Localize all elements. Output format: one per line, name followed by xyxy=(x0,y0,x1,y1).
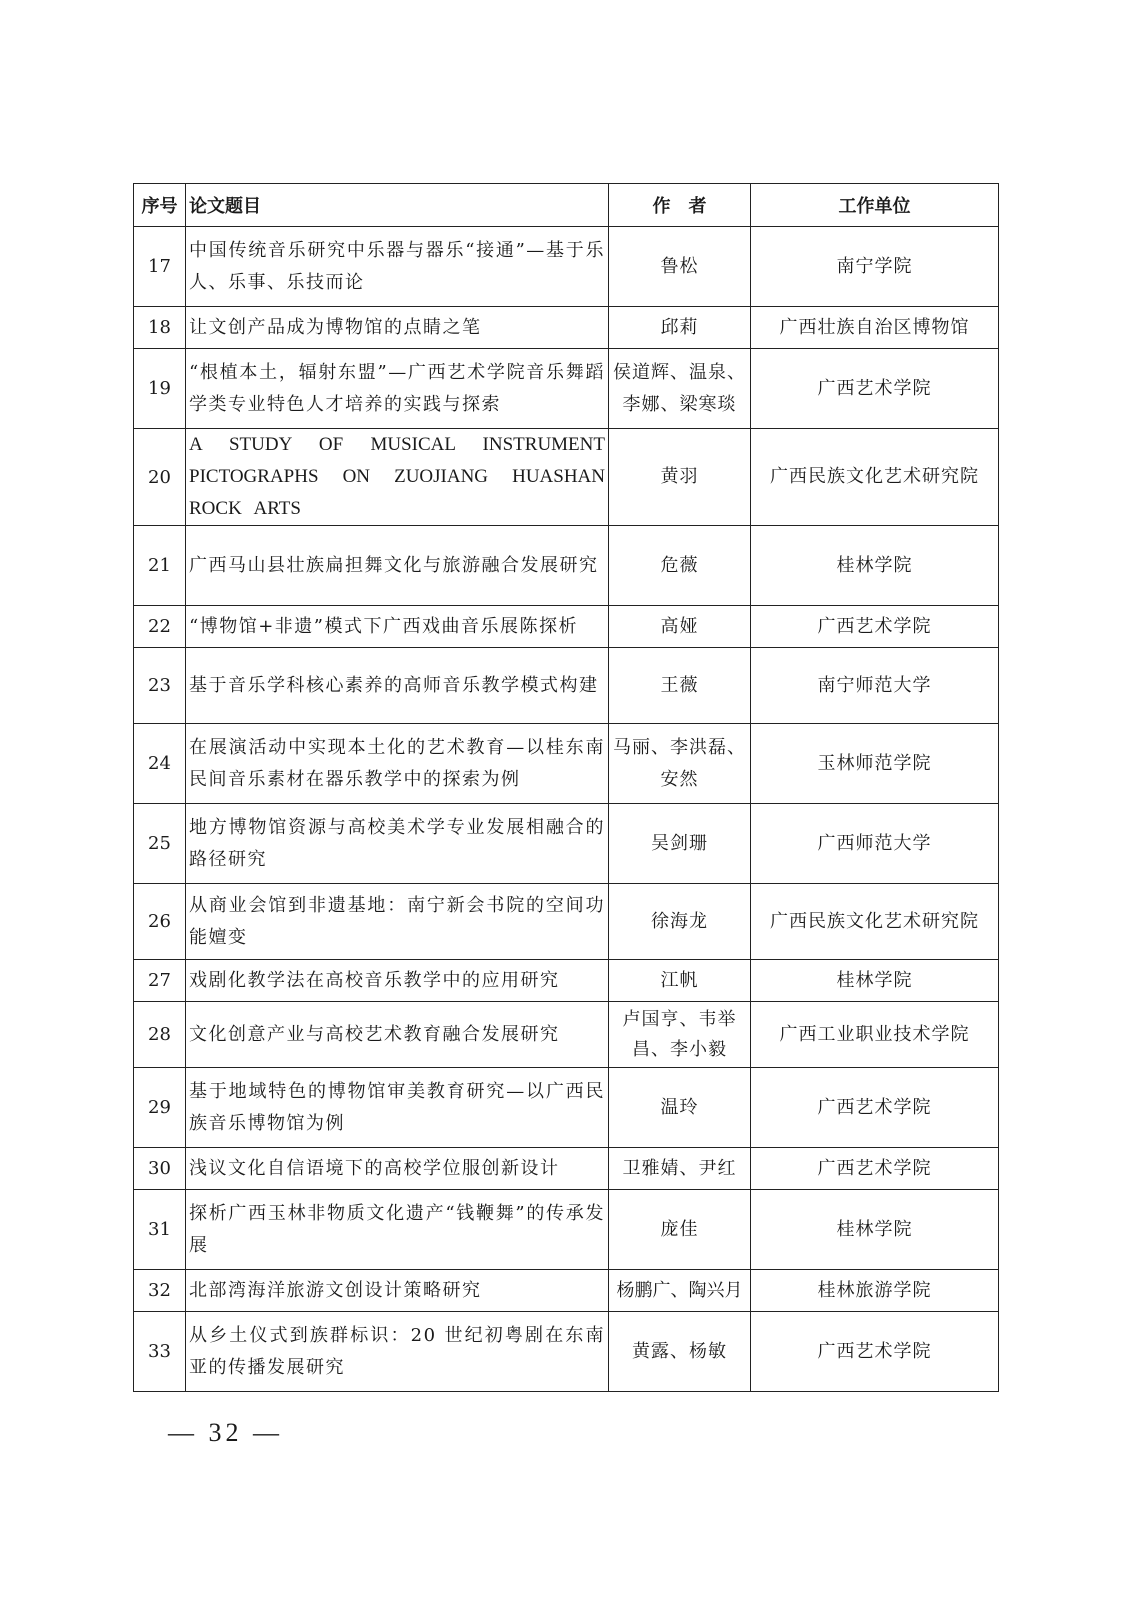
row-no: 18 xyxy=(134,307,186,349)
row-unit: 桂林学院 xyxy=(751,960,999,1002)
row-unit: 广西艺术学院 xyxy=(751,349,999,429)
row-title: 北部湾海洋旅游文创设计策略研究 xyxy=(186,1270,609,1312)
page-number: — 32 — xyxy=(168,1418,283,1447)
row-author: 徐海龙 xyxy=(609,884,751,960)
row-no: 29 xyxy=(134,1068,186,1148)
row-no: 23 xyxy=(134,648,186,724)
row-title: 从乡土仪式到族群标识：20 世纪初粤剧在东南亚的传播发展研究 xyxy=(186,1312,609,1392)
table-row xyxy=(134,884,999,960)
row-title: 在展演活动中实现本土化的艺术教育—以桂东南民间音乐素材在器乐教学中的探索为例 xyxy=(186,724,609,804)
row-title: 基于地域特色的博物馆审美教育研究—以广西民族音乐博物馆为例 xyxy=(186,1068,609,1148)
row-unit: 南宁师范大学 xyxy=(751,648,999,724)
row-title: 基于音乐学科核心素养的高师音乐教学模式构建 xyxy=(186,648,609,724)
row-unit: 广西师范大学 xyxy=(751,804,999,884)
row-author: 江帆 xyxy=(609,960,751,1002)
row-unit: 广西民族文化艺术研究院 xyxy=(751,429,999,526)
row-author: 黄露、杨敏 xyxy=(609,1312,751,1392)
table-header-row xyxy=(134,184,999,227)
table-row xyxy=(134,648,999,724)
row-title: 戏剧化教学法在高校音乐教学中的应用研究 xyxy=(186,960,609,1002)
row-author: 庞佳 xyxy=(609,1190,751,1270)
row-author: 邱莉 xyxy=(609,307,751,349)
row-title: A STUDY OF MUSICAL INSTRUMENT PICTOGRAPHS ON ZUOJIANG HUASHAN ROCK ARTS xyxy=(186,429,609,526)
row-no: 33 xyxy=(134,1312,186,1392)
table-row xyxy=(134,307,999,349)
row-author: 黄羽 xyxy=(609,429,751,526)
row-author: 杨鹏广、陶兴月 xyxy=(609,1270,751,1312)
row-unit: 桂林学院 xyxy=(751,526,999,606)
row-author: 卢国亨、韦举昌、李小毅 xyxy=(609,1002,751,1068)
table-row xyxy=(134,1068,999,1148)
row-title: 让文创产品成为博物馆的点睛之笔 xyxy=(186,307,609,349)
row-title: 中国传统音乐研究中乐器与器乐“接通”—基于乐人、乐事、乐技而论 xyxy=(186,227,609,307)
table-row xyxy=(134,429,999,526)
row-unit: 玉林师范学院 xyxy=(751,724,999,804)
row-no: 31 xyxy=(134,1190,186,1270)
row-unit: 广西工业职业技术学院 xyxy=(751,1002,999,1068)
row-no: 27 xyxy=(134,960,186,1002)
row-no: 28 xyxy=(134,1002,186,1068)
row-unit: 广西民族文化艺术研究院 xyxy=(751,884,999,960)
row-no: 22 xyxy=(134,606,186,648)
row-author: 侯道辉、温泉、李娜、梁寒琰 xyxy=(609,349,751,429)
paper-list-table xyxy=(133,183,999,1392)
row-no: 24 xyxy=(134,724,186,804)
table-row xyxy=(134,724,999,804)
header-unit: 工作单位 xyxy=(751,184,999,227)
row-author: 王薇 xyxy=(609,648,751,724)
row-author: 高娅 xyxy=(609,606,751,648)
row-no: 21 xyxy=(134,526,186,606)
row-unit: 广西壮族自治区博物馆 xyxy=(751,307,999,349)
header-title: 论文题目 xyxy=(186,184,609,227)
row-author: 马丽、李洪磊、安然 xyxy=(609,724,751,804)
row-title: “博物馆+非遗”模式下广西戏曲音乐展陈探析 xyxy=(186,606,609,648)
table-row xyxy=(134,804,999,884)
table-row xyxy=(134,1002,999,1068)
table-row xyxy=(134,349,999,429)
row-author: 鲁松 xyxy=(609,227,751,307)
row-author: 危薇 xyxy=(609,526,751,606)
row-title: 浅议文化自信语境下的高校学位服创新设计 xyxy=(186,1148,609,1190)
row-no: 19 xyxy=(134,349,186,429)
row-no: 30 xyxy=(134,1148,186,1190)
row-author: 卫雅婧、尹红 xyxy=(609,1148,751,1190)
row-no: 17 xyxy=(134,227,186,307)
table-row xyxy=(134,960,999,1002)
row-unit: 广西艺术学院 xyxy=(751,1148,999,1190)
row-title: 广西马山县壮族扁担舞文化与旅游融合发展研究 xyxy=(186,526,609,606)
row-title: 地方博物馆资源与高校美术学专业发展相融合的路径研究 xyxy=(186,804,609,884)
row-no: 32 xyxy=(134,1270,186,1312)
row-unit: 桂林学院 xyxy=(751,1190,999,1270)
row-unit: 桂林旅游学院 xyxy=(751,1270,999,1312)
row-title: 从商业会馆到非遗基地：南宁新会书院的空间功能嬗变 xyxy=(186,884,609,960)
row-title: “根植本土，辐射东盟”—广西艺术学院音乐舞蹈学类专业特色人才培养的实践与探索 xyxy=(186,349,609,429)
row-unit: 广西艺术学院 xyxy=(751,1312,999,1392)
row-unit: 广西艺术学院 xyxy=(751,606,999,648)
row-no: 26 xyxy=(134,884,186,960)
table-row xyxy=(134,1270,999,1312)
row-no: 25 xyxy=(134,804,186,884)
table-row xyxy=(134,526,999,606)
row-title: 探析广西玉林非物质文化遗产“钱鞭舞”的传承发展 xyxy=(186,1190,609,1270)
header-no: 序号 xyxy=(134,184,186,227)
row-title: 文化创意产业与高校艺术教育融合发展研究 xyxy=(186,1002,609,1068)
row-no: 20 xyxy=(134,429,186,526)
table-row xyxy=(134,1312,999,1392)
table-row xyxy=(134,1190,999,1270)
row-author: 吴剑珊 xyxy=(609,804,751,884)
header-author: 作 者 xyxy=(609,184,751,227)
table-row xyxy=(134,606,999,648)
table-row xyxy=(134,1148,999,1190)
row-unit: 广西艺术学院 xyxy=(751,1068,999,1148)
row-unit: 南宁学院 xyxy=(751,227,999,307)
row-author: 温玲 xyxy=(609,1068,751,1148)
table-row xyxy=(134,227,999,307)
